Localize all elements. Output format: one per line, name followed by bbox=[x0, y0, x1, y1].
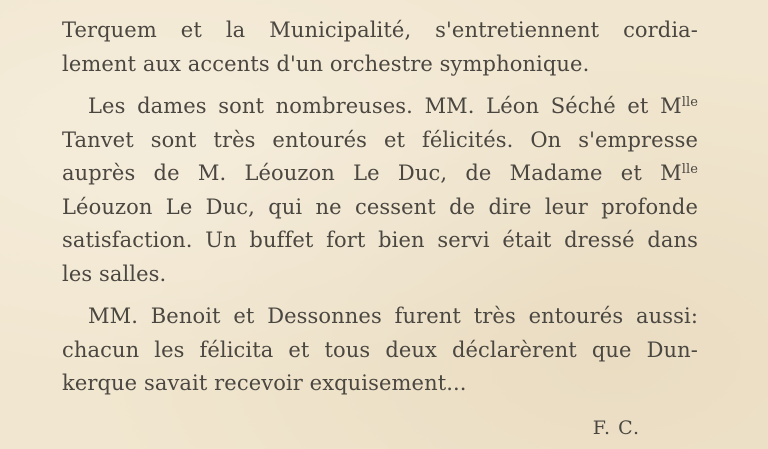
text-line: Léouzon Le Duc, qui ne cessent de dire leur profonde bbox=[62, 194, 698, 219]
paragraph-1 bbox=[62, 14, 698, 81]
superscript-mlle: lle bbox=[681, 162, 698, 177]
text-line: Terquem et la Municipalité, s'entretiennent cordia- bbox=[62, 18, 698, 42]
text-line: MM. Benoit et Dessonnes furent très entourés aussi: bbox=[88, 304, 698, 328]
text-line: les salles. bbox=[62, 261, 167, 286]
superscript-mlle: lle bbox=[681, 95, 698, 110]
signature: F. C. bbox=[592, 416, 640, 439]
text-line: chacun les félicita et tous deux déclarèrent que Dun- bbox=[62, 337, 698, 362]
text-line: Tanvet sont très entourés et félicités. On s'empresse bbox=[62, 127, 698, 152]
paragraph-2 bbox=[62, 90, 698, 291]
text-fragment: Les dames sont nombreuses. MM. Léon Séché et M bbox=[88, 94, 682, 118]
text-line: satisfaction. Un buffet fort bien servi était dressé dans bbox=[62, 228, 698, 252]
paragraph-3 bbox=[62, 300, 698, 401]
text-fragment: auprès de M. Léouzon Le Duc, de Madame et M bbox=[62, 161, 682, 185]
text-line bbox=[62, 157, 698, 191]
text-line: kerque savait recevoir exquisement... bbox=[62, 371, 467, 395]
text-line: lement aux accents d'un orchestre symphonique. bbox=[62, 51, 590, 76]
text-line bbox=[62, 90, 698, 124]
